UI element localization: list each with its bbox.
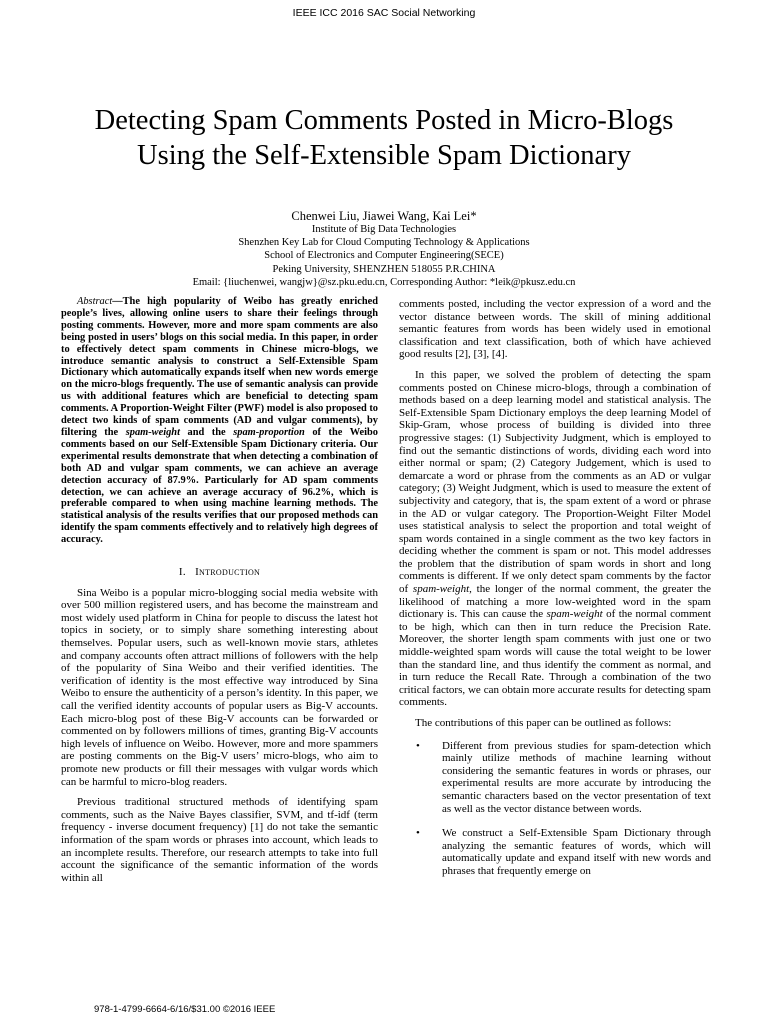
abstract-emphasis: spam-proportion (233, 426, 305, 438)
copyright-footer: 978-1-4799-6664-6/16/$31.00 ©2016 IEEE (94, 1004, 276, 1015)
affiliation-line: School of Electronics and Computer Engineering(SECE) (264, 250, 504, 262)
right-column (399, 298, 711, 890)
list-item-text: Different from previous studies for spam-detection which mainly utilize methods of machine learning without considering the semantic features in words or phrases, our experimental results are more accurate by introducing the semantic characters based on the vector presentation of text as well as the vector distance between words. (442, 739, 711, 815)
affiliation-line: Institute of Big Data Technologies (311, 224, 457, 235)
affiliation-line: Shenzhen Key Lab for Cloud Computing Technology & Applications (238, 237, 530, 249)
author-list: Chenwei Liu, Jiawei Wang, Kai Lei* (291, 209, 477, 223)
bullet-icon: • (416, 827, 420, 840)
body-emphasis: spam-weight (546, 608, 603, 621)
section-number: I. (178, 566, 186, 579)
body-paragraph (399, 369, 711, 709)
conference-header: IEEE ICC 2016 SAC Social Networking (292, 7, 476, 19)
intro-paragraph: Sina Weibo is a popular micro-blogging social media website with over 500 million registered users, and has become the mainstream and most widely used platform in China for people to discuss the latest hot topics in society, or to simply share something interesting about themselves. Popular users, such as well-known movie stars, athletes and company accounts often attract millions of followers with the help of the popularity of Sina Weibo and their verified identities. The verification of identity is the most effective way introduced by Sina Weibo to ensure the authenticity of a person’s identity. In this paper, we call the verified identity accounts of popular users as Big-V accounts. Each micro-blog post of these Big-V accounts can be forwarded or commented on by followers millions of times, granting Big-V accounts high levels of influence on Weibo. However, more and more spammers are posting comments on the Big-V users’ micro-blogs, who aim to promote new products or fill their messages with vulgar words which can be harmful to micro-blog readers. (61, 586, 378, 788)
abstract-label: Abstract (77, 296, 113, 307)
abstract-dash: — (112, 296, 123, 307)
contribution-list (399, 740, 711, 878)
abstract (61, 296, 378, 546)
body-emphasis: spam-weight (412, 583, 470, 596)
paper-title (40, 103, 728, 173)
list-item (399, 740, 711, 816)
body-text: In this paper, we solved the problem of detecting the spam comments posted on Chinese micro-blogs, through a combination of methods based on a deep learning model and statistical analysis. The Self-Extensible Spam Dictionary employs the deep learning Model of Skip-Gram, whose process of building is divided into three progressive stages: (1) Subjectivity Judgment, which is employed to find out the semantic distinctions of words, dividing each word into either normal or spam; (2) Category Judgement, which is used to demarcate a word or phrase from the comments as an AD or vulgar category; (3) Weight Judgment, which is used to measure the extent of subjectivity and category, that is, the spam extent of a word or phrase in the AD or vulgar category. The Proportion-Weight Filter Model uses statistical analysis to select the proportion and total weight of spam words contained in a single comment as the two key factors in deciding whether the comment is spam or not. This model addresses the problem that the distribution of spam words in short and long comments is different. If we only detect spam comments by the factor of (399, 368, 711, 596)
body-paragraph: The contributions of this paper can be outlined as follows: (415, 717, 672, 729)
abstract-text: and the (179, 426, 234, 438)
continued-paragraph: comments posted, including the vector expression of a word and the vector distance between words. The skill of mining additional semantic features from words has been widely used in emotional classification and text classification, both of which have achieved good results [2], [3], [4]. (399, 298, 711, 361)
abstract-text: The high popularity of Weibo has greatly enriched people’s lives, allowing online users to share their feelings through posting comments. However, more and more spam comments are also being posted in users’ blogs on this social media. In this paper, in order to effectively detect spam comments in Chinese micro-blogs, we introduce semantic analysis to construct a Self-Extensible Spam Dictionary which automatically expands itself when new words emerge on the micro-blogs frequently. The use of semantic analysis can provide us with additional features which are beneficial to detecting spam comments. A Proportion-Weight Filter (PWF) model is also proposed to detect two kinds of spam comments (AD and vulgar comments), by filtering the (61, 296, 378, 438)
left-column (61, 296, 378, 884)
title-line-2: Using the Self-Extensible Spam Dictionary (137, 140, 631, 171)
bullet-icon: • (416, 739, 420, 752)
title-line-1: Detecting Spam Comments Posted in Micro-Blogs (94, 105, 674, 136)
intro-paragraph: Previous traditional structured methods of identifying spam comments, such as the Naive Bayes classifier, SVM, and tf-idf (term frequency - inverse document frequency) [1] do not take the semantic information of the spam words or phrases into account, which leads to an incomplete results. Therefore, our research attempts to take into full account the significance of the semantic information of the words within all (61, 796, 378, 884)
abstract-emphasis: spam-weight (125, 426, 180, 438)
abstract-text: of the Weibo comments based on our Self-Extensible Spam Dictionary criteria. Our experimental results demonstrate that when detecting a combination of both AD and vulgar spam comments, we can achieve an average detection accuracy of 87.9%. Particularly for AD spam comments detection, we can achieve an average accuracy of 96.2%, which is preferable compared to when using machine learning methods. The statistical analysis of the results verifies that our proposed methods can identify the spam comments effectively and to relatively high degrees of accuracy. (61, 426, 379, 546)
body-text: of the normal comment to be high, which can then in turn reduce the Precision Rate. Moreover, the shorter length spam comments with just one or two middle-weighted spam words will cause the total weight to be lower than the standard line, and thus identify the comment as normal, and in turn reduce the Recall Rate. Through a combination of the two critical factors, we can obtain more accurate results for detecting spam comments. (399, 608, 711, 709)
list-item (399, 827, 711, 877)
section-title: Introduction (195, 566, 261, 579)
email-line: Email: {liuchenwei, wangjw}@sz.pku.edu.cn, Corresponding Author: *leik@pkusz.edu.cn (192, 276, 576, 288)
affiliations (100, 223, 668, 289)
section-heading (61, 566, 378, 579)
body-text: , the longer of the normal comment, the greater the likelihood of matching a more low-weighted word in the spam dictionary is. This can cause the (399, 583, 712, 621)
list-item-text: We construct a Self-Extensible Spam Dictionary through analyzing the semantic features of words, which will automatically update and expand itself with new words and phrases that frequently emerge on (442, 827, 711, 877)
affiliation-line: Peking University, SHENZHEN 518055 P.R.CHINA (272, 263, 496, 275)
